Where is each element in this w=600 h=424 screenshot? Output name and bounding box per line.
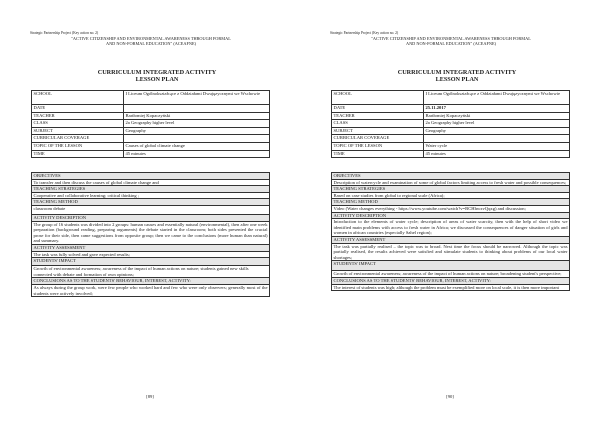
info-value: Geography [124,127,270,135]
project-header [330,31,584,47]
info-label: DATE [32,105,124,113]
section-content: Video (Water changes everything - https://www.youtube.com/watch?v=BCHhwxvQqxg) and discussion; [332,205,570,212]
title-line: CURRICULUM INTEGRATED ACTIVITY [97,69,217,76]
sections-table [31,172,270,297]
section-content: The task was fully solved and gave expected results; [32,251,270,258]
info-label: CURRICULAR COVERAGE [332,135,424,143]
section-label: ACTIVITY ASSESSMENT [332,236,570,243]
section-label: STUDENTS' IMPACT [32,258,270,266]
section-content: The group of 16 students was divided into 2 groups: human causes and essentially natural (environmental), then after one week preparation (background reading, preparing arguments) the debate started in the classroom; both sides presented the crucial prose for their side, then came suggestions from opposite group; then we came to the conclusions (more human than natural) and summary. [33,221,268,244]
title-line: CURRICULUM INTEGRATED ACTIVITY [397,69,517,76]
info-label: SUBJECT [32,127,124,135]
info-value: 2a Geography higher level [424,120,570,128]
section-content: As always during the group work, were few people who worked hard and few who were only observers; generally most of the students were actively involved; [33,284,268,296]
section-label: ACTIVITY ASSESSMENT [32,244,270,251]
project-header [30,31,284,47]
section-label: TEACHING STRATEGIES [332,186,570,193]
info-value [124,105,270,113]
info-value: 45 minutes [424,150,570,158]
info-value: Geography [424,127,570,135]
info-label: TIME [32,150,124,158]
section-content: Growth of environmental awareness; awareness of the impact of human actions on nature; broadening student's perspective; [332,271,570,278]
info-label: SCHOOL [332,91,424,105]
info-label: TOPIC OF THE LESSON [32,142,124,150]
page-number: [90] [446,394,454,399]
info-value: Bartłomiej Kopaczyński [424,112,570,120]
section-content: classroom debate [32,205,270,214]
info-value: 2a Geography higher level [124,120,270,128]
info-label: CLASS [32,120,124,128]
section-label: ACTIVITY DESCRIPTION [332,212,570,219]
section-content: Introduction to the elements of water cycle; description of areas of water scarcity, then with the help of short video we identified main problems with access to fresh water in Africa; we discussed the consequences of danger situation of girls and women in african countries (especially Sahel region); [333,219,568,236]
info-value [124,135,270,143]
info-value: 45 minutes [124,150,270,158]
info-value: Causes of global climate change [124,142,270,150]
section-label: STUDENTS' IMPACT [332,261,570,271]
info-label: DATE [332,105,424,113]
header-line: Strategic Partnership Project (Key action no. 2) [330,31,399,35]
info-label: TIME [332,150,424,158]
page-number: [89] [146,394,154,399]
section-label: OBJECTIVES [32,173,270,180]
section-content: The task was partially realised – the topic was to broad. Next time the focus should be narrowed. Although the topic was partially realised, the results achieved were satisfied and stimulate students to thinking about problems of our local water shortages; [333,243,568,260]
section-content: Growth of environmental awareness; awareness of the impact of human actions on nature; students gained new skills connected with debate and formation of own opinions; [32,266,270,278]
section-content: Based on case studies from global to regional scale (Africa); [332,192,570,199]
info-label: SCHOOL [32,91,124,105]
info-label: SUBJECT [332,127,424,135]
title-line: LESSON PLAN [135,76,179,84]
document-page-right [300,0,600,424]
page-title [330,69,584,84]
header-line: Strategic Partnership Project (Key action no. 2) [30,31,99,35]
title-line: LESSON PLAN [435,76,479,84]
section-content: Cooperative and collaborative learning; critical thinking ; [32,192,270,199]
section-content: To transfer and then discuss the causes of global climate change and [32,179,270,186]
section-label: ACTIVITY DESCRIPTION [32,214,270,221]
section-label: TEACHING METHOD [32,199,270,206]
info-label: TEACHER [332,112,424,120]
section-label: OBJECTIVES [332,173,570,180]
info-table [331,90,570,158]
section-content: The interest of students was high; although the problem must be exemplified more on local scale, it is then more important [332,284,570,291]
info-label: TOPIC OF THE LESSON [332,142,424,150]
header-line: "ACTIVE CITIZENSHIP AND ENVIRONMENTAL AWARENESS THROUGH FORMAL [371,36,531,42]
info-value: 25.11.2017 [424,105,570,113]
info-value: Bartłomiej Kopaczyński [124,112,270,120]
info-value: I Liceum Ogólnokształcące z Oddziałami Dwujęzycznymi we Wschowie [424,91,570,105]
info-label: CURRICULAR COVERAGE [32,135,124,143]
page-title [30,69,284,84]
section-content: Description of watercycle and examination of some of global factors limiting access to fresh water and possible consequences; [332,179,570,186]
header-line: "ACTIVE CITIZENSHIP AND ENVIRONMENTAL AWARENESS THROUGH FORMAL [71,36,231,42]
info-table [31,90,270,158]
section-label: CONCLUSIONS AS TO THE STUDENTS' BEHAVIOUR, INTEREST, ACTIVITY: [32,278,270,285]
section-label: TEACHING STRATEGIES [32,186,270,193]
section-label: TEACHING METHOD [332,199,570,206]
info-label: CLASS [332,120,424,128]
header-line: AND NON-FORMAL EDUCATION" (ACEAFNE) [405,41,497,47]
header-line: AND NON-FORMAL EDUCATION" (ACEAFNE) [105,41,197,47]
info-label: TEACHER [32,112,124,120]
section-label: CONCLUSIONS AS TO THE STUDENTS' BEHAVIOUR, INTEREST, ACTIVITY: [332,277,570,284]
sections-table [331,172,570,291]
info-value [424,135,570,143]
info-value: Water cycle [424,142,570,150]
info-value: I Liceum Ogólnokształcące z Oddziałami Dwujęzycznymi we Wschowie [124,91,270,105]
